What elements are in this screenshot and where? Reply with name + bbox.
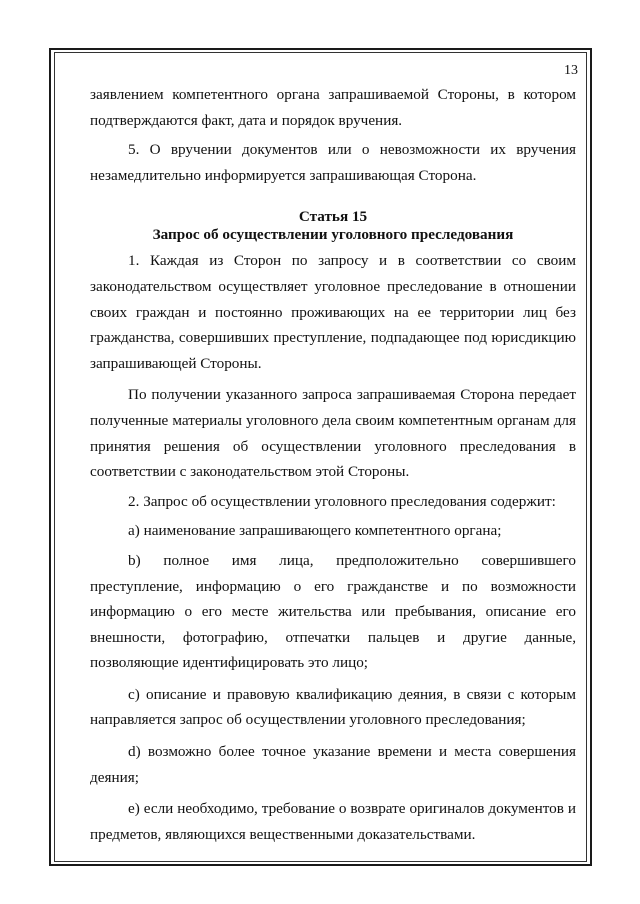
list-item-e: e) если необходимо, требование о возврате оригиналов документов и предметов, являющихся вещественными доказательствами. [90,800,576,843]
document-body [90,82,576,847]
paragraph-item-5: 5. О вручении документов или о невозможности их вручения незамедлительно информируется запрашивающая Сторона. [90,141,576,184]
paragraph-item-2: 2. Запрос об осуществлении уголовного преследования содержит: [128,492,556,510]
paragraph-transfer: По получении указанного запроса запрашиваемая Сторона передает полученные материалы уголовного дела своим компетентным органам для принятия решения об осуществлении уголовного преследования в соответствии с законодательством этой Стороны. [90,386,576,481]
paragraph-continuation: заявлением компетентного органа запрашиваемой Стороны, в котором подтверждаются факт, дата и порядок вручения. [90,86,576,129]
article-heading [90,208,576,244]
list-item-b: b) полное имя лица, предположительно совершившего преступление, информацию о его гражданстве и по возможности информацию о его месте жительства или пребывания, описание его внешности, фотографию, отпечатки пальцев и другие данные, позволяющие идентифицировать это лицо; [90,551,576,672]
list-item-d: d) возможно более точное указание времени и места совершения деяния; [90,743,576,786]
article-subtitle: Запрос об осуществлении уголовного преследования [152,226,514,244]
list-item-c: c) описание и правовую квалификацию деяния, в связи с которым направляется запрос об осуществлении уголовного преследования; [90,685,576,729]
list-item-a: a) наименование запрашивающего компетентного органа; [128,522,502,540]
paragraph-item-1: 1. Каждая из Сторон по запросу и в соответствии со своим законодательством осуществляет уголовное преследование в отношении своих граждан и постоянно проживающих на ее территории лиц без гражданства, совершивших преступление, подпадающее под юрисдикцию запрашивающей Стороны. [90,252,576,372]
page-number: 13 [564,63,578,78]
article-title: Статья 15 [298,208,368,226]
